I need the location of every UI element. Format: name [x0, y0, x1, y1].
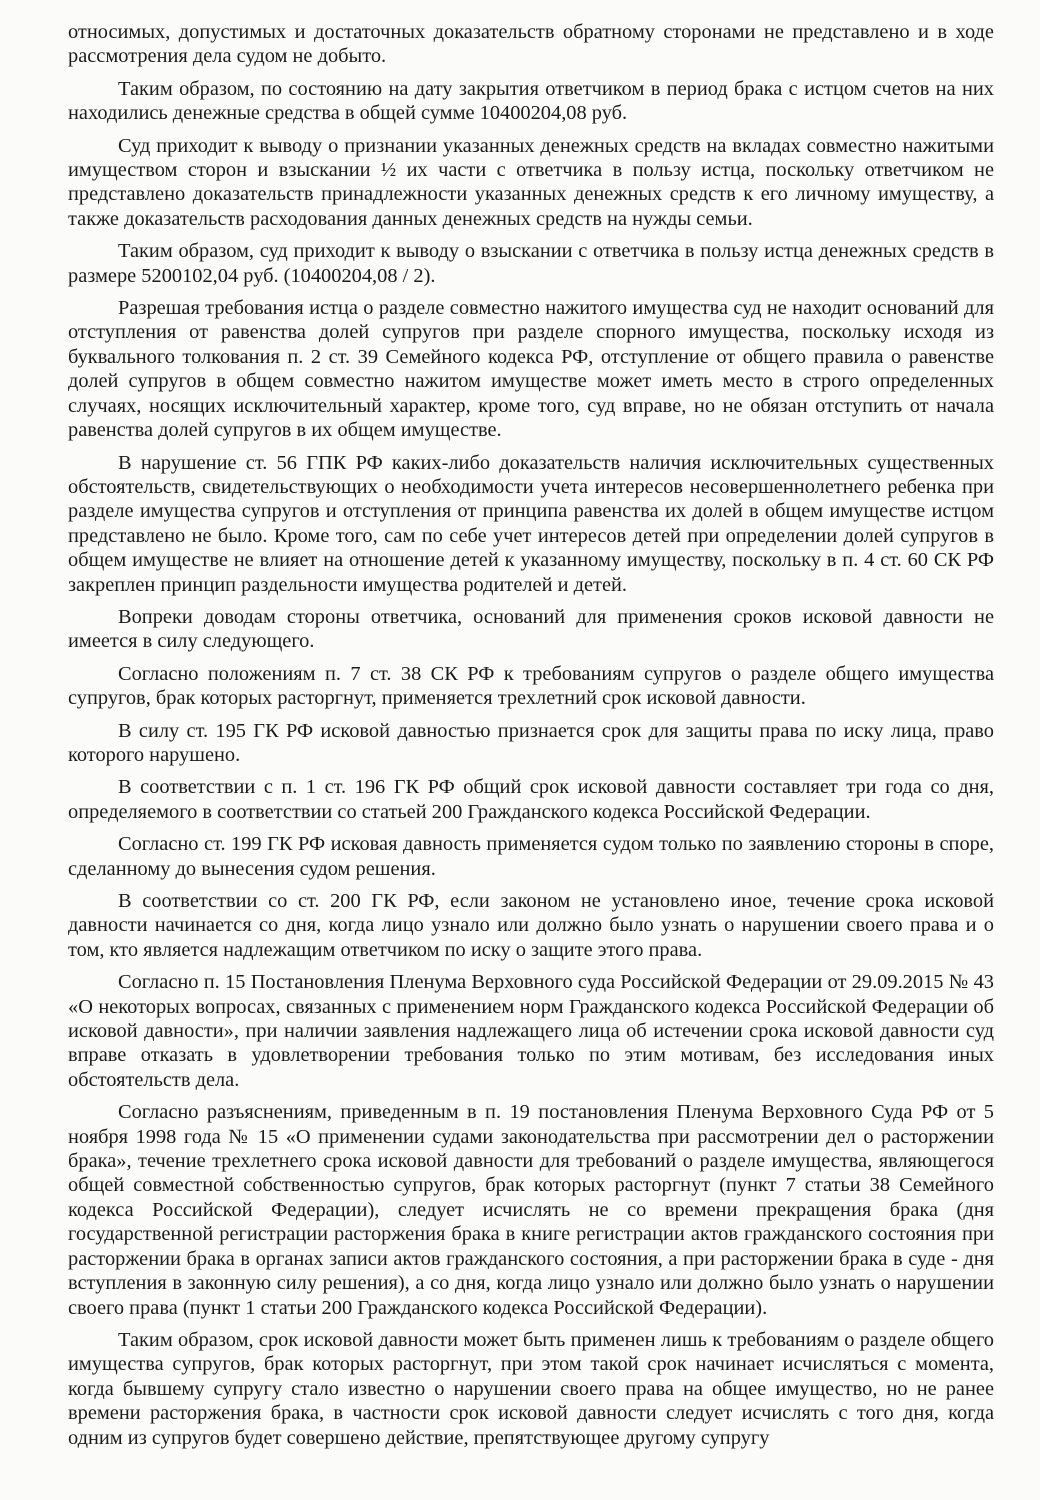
paragraph: Согласно ст. 199 ГК РФ исковая давность применяется судом только по заявлению стороны в споре, сделанному до вынесения судом решения.	[68, 833, 994, 880]
paragraph: Таким образом, срок исковой давности может быть применен лишь к требованиям о разделе общего имущества супругов, брак которых расторгнут, при этом такой срок начинает исчисляться с момента, когда бывшему супругу стало известно о нарушении своего права на общее имущество, но не ранее времени расторжения брака, в частности срок исковой давности следует исчислять с того дня, когда одним из супругов будет совершено действие, препятствующее другому супругу	[68, 1328, 994, 1449]
paragraph: В силу ст. 195 ГК РФ исковой давностью признается срок для защиты права по иску лица, право которого нарушено.	[68, 719, 994, 766]
paragraph: Таким образом, суд приходит к выводу о взыскании с ответчика в пользу истца денежных средств в размере 5200102,04 руб. (10400204,08 / 2).	[68, 240, 994, 287]
paragraph: относимых, допустимых и достаточных доказательств обратному сторонами не представлено и в ходе рассмотрения дела судом не добыто.	[68, 21, 994, 68]
paragraph: Согласно положениям п. 7 ст. 38 СК РФ к требованиям супругов о разделе общего имущества супругов, брак которых расторгнут, применяется трехлетний срок исковой давности.	[68, 662, 994, 710]
paragraph: В нарушение ст. 56 ГПК РФ каких-либо доказательств наличия исключительных существенных обстоятельств, свидетельствующих о необходимости учета интересов несовершеннолетнего ребенка при разделе имущества супругов и отступления от принципа равенства их долей в общем имуществе истцом представлено не было. Кроме того, сам по себе учет интересов детей при определении долей супругов в общем имуществе не влияет на отношение детей к указанному имуществу, поскольку в п. 4 ст. 60 СК РФ закреплен принцип раздельности имущества родителей и детей.	[68, 451, 994, 596]
paragraph: В соответствии с п. 1 ст. 196 ГК РФ общий срок исковой давности составляет три года со дня, определяемого в соответствии со статьей 200 Гражданского кодекса Российской Федерации.	[68, 776, 994, 823]
paragraph: Согласно п. 15 Постановления Пленума Верховного суда Российской Федерации от 29.09.2015 № 43 «О некоторых вопросах, связанных с применением норм Гражданского кодекса Российской Федерации об исковой давности», при наличии заявления надлежащего лица об истечении срока исковой давности суд вправе отказать в удовлетворении требования только по этим мотивам, без исследования иных обстоятельств дела.	[68, 971, 994, 1091]
paragraph: Вопреки доводам стороны ответчика, оснований для применения сроков исковой давности не имеется в силу следующего.	[68, 605, 994, 653]
paragraph: Разрешая требования истца о разделе совместно нажитого имущества суд не находит оснований для отступления от равенства долей супругов при разделе спорного имущества, поскольку исходя из буквального толкования п. 2 ст. 39 Семейного кодекса РФ, отступление от общего правила о равенстве долей супругов в общем совместно нажитом имуществе может иметь место в строго определенных случаях, носящих исключительный характер, кроме того, суд вправе, но не обязан отступить от начала равенства долей супругов в их общем имуществе.	[68, 297, 994, 442]
paragraph: Суд приходит к выводу о признании указанных денежных средств на вкладах совместно нажитыми имуществом сторон и взыскании ½ их части с ответчика в пользу истца, поскольку ответчиком не представлено доказательств принадлежности указанных денежных средств к его личному имуществу, а также доказательств расходования данных денежных средств на нужды семьи.	[68, 134, 994, 230]
paragraph: В соответствии со ст. 200 ГК РФ, если законом не установлено иное, течение срока исковой давности начинается со дня, когда лицо узнало или должно было узнать о нарушении своего права и о том, кто является надлежащим ответчиком по иску о защите этого права.	[68, 890, 994, 961]
paragraph: Таким образом, по состоянию на дату закрытия ответчиком в период брака с истцом счетов на них находились денежные средства в общей сумме 10400204,08 руб.	[68, 77, 994, 125]
paragraph: Согласно разъяснениям, приведенным в п. 19 постановления Пленума Верховного Суда РФ от 5 ноября 1998 года № 15 «О применении судами законодательства при рассмотрении дел о расторжении брака», течение трехлетнего срока исковой давности для требований о разделе имущества, являющегося общей совместной собственностью супругов, брак которых расторгнут (пункт 7 статьи 38 Семейного кодекса Российской Федерации), следует исчислять не со времени прекращения брака (дня государственной регистрации расторжения брака в книге регистрации актов гражданского состояния при расторжении брака в органах записи актов гражданского состояния, а при расторжении брака в суде - дня вступления в законную силу решения), а со дня, когда лицо узнало или должно было узнать о нарушении своего права (пункт 1 статьи 200 Гражданского кодекса Российской Федерации).	[68, 1101, 994, 1319]
